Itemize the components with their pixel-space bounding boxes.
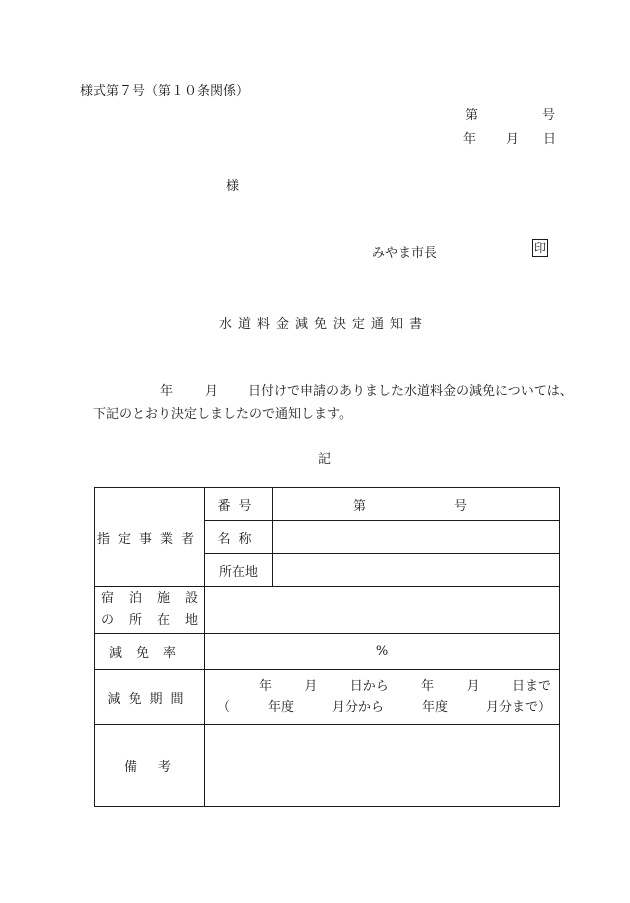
body-line-2: 下記のとおり決定しましたので通知します。 [93,407,352,422]
body-text-rest: 日付けで申請のありました水道料金の減免については、 [248,384,573,399]
facility-label-line-2: の 所 在 地 [101,613,198,628]
reduction-period-label: 減免期間 [95,670,205,725]
document-number-suffix: 号 [542,108,556,123]
ki-heading: 記 [318,452,332,467]
form-number: 様式第７号（第１０条関係） [80,84,250,99]
addressee-honorific: 様 [226,179,240,194]
name-value[interactable] [273,521,560,554]
period-date-line: 年 月 日から 年 月 日まで [259,679,551,694]
reduction-rate-label: 減免率 [95,634,205,670]
seal-mark: 印 [533,241,546,255]
address-value[interactable] [273,554,560,587]
address-label: 所在地 [205,554,273,587]
facility-location-value[interactable] [205,587,560,634]
period-fiscal-line: （ 年度 月分から 年度 月分まで） [217,700,551,715]
reduction-rate-value[interactable]: % [205,634,560,670]
date-day-label: 日 [543,132,557,147]
document-title: 水道料金減免決定通知書 [219,317,429,332]
number-value [273,488,560,521]
decision-table [94,487,559,807]
document-number-label: 第 [465,108,479,123]
number-prefix: 第 [353,498,367,514]
date-year-label: 年 [463,132,477,147]
reduction-period-value[interactable] [205,670,560,725]
name-label: 名称 [205,521,273,554]
facility-location-label [95,587,205,634]
number-suffix: 号 [453,498,467,514]
body-month: 月 [205,384,219,399]
designated-operator-label: 指定事業者 [95,488,205,587]
number-label: 番号 [205,488,273,521]
facility-label-line-1: 宿 泊 施 設 [101,591,198,606]
body-line-1 [160,380,573,399]
remarks-value[interactable] [205,725,560,807]
remarks-label: 備 考 [95,725,205,807]
issuer-name: みやま市長 [372,246,438,261]
body-year: 年 [160,384,174,399]
date-month-label: 月 [506,132,520,147]
